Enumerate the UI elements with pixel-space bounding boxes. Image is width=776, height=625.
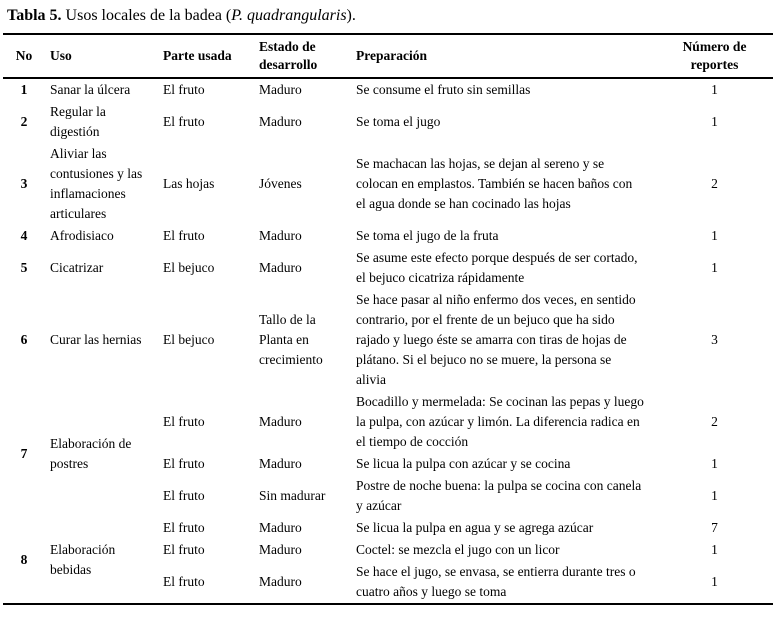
table-row xyxy=(3,391,773,453)
estado-cell: Maduro xyxy=(259,574,302,589)
row-number: 5 xyxy=(20,260,28,275)
reportes-cell: 1 xyxy=(711,574,718,589)
parte-cell: El fruto xyxy=(163,542,205,557)
reportes-cell: 2 xyxy=(711,414,718,429)
table-row xyxy=(3,225,773,247)
table-row xyxy=(3,247,773,289)
table-row xyxy=(3,289,773,391)
uso-cell: Regular la digestión xyxy=(50,104,106,139)
uso-cell: Aliviar las contusiones y las inflamaciones articulares xyxy=(50,146,143,221)
reportes-cell: 1 xyxy=(711,228,718,243)
estado-cell: Maduro xyxy=(259,414,302,429)
parte-cell: El fruto xyxy=(163,228,205,243)
reportes-cell: 1 xyxy=(711,260,718,275)
parte-cell: El fruto xyxy=(163,574,205,589)
preparacion-cell: Postre de noche buena: la pulpa se cocina con canela y azúcar xyxy=(356,478,642,513)
preparacion-cell: Coctel: se mezcla el jugo con un licor xyxy=(356,542,560,557)
header-row xyxy=(3,34,773,78)
uso-cell: Sanar la úlcera xyxy=(50,82,131,97)
table-row xyxy=(3,101,773,143)
parte-cell: El fruto xyxy=(163,488,205,503)
parte-cell: El fruto xyxy=(163,520,205,535)
estado-cell: Maduro xyxy=(259,260,302,275)
estado-cell: Maduro xyxy=(259,114,302,129)
reportes-cell: 3 xyxy=(711,332,718,347)
parte-cell: El fruto xyxy=(163,456,205,471)
preparacion-cell: Se asume este efecto porque después de ser cortado, el bejuco cicatriza rápidamente xyxy=(356,250,638,285)
row-number: 2 xyxy=(20,114,28,129)
table-row xyxy=(3,143,773,225)
row-number: 6 xyxy=(20,332,28,347)
estado-cell: Tallo de la Planta en crecimiento xyxy=(259,312,323,367)
caption-species-name: P. quadrangularis xyxy=(231,7,347,24)
preparacion-cell: Se consume el fruto sin semillas xyxy=(356,82,531,97)
reportes-cell: 1 xyxy=(711,82,718,97)
header-uso: Uso xyxy=(50,48,72,63)
header-numero-reportes: Número de reportes xyxy=(682,39,747,72)
preparacion-cell: Se licua la pulpa en agua y se agrega azúcar xyxy=(356,520,594,535)
estado-cell: Maduro xyxy=(259,456,302,471)
uso-cell: Curar las hernias xyxy=(50,332,142,347)
preparacion-cell: Se hace pasar al niño enfermo dos veces, en sentido contrario, por el frente de un bejuco que ha sido rajado y luego éste se amarra con tiras de hojas de plátano. Si el bejuco no se muere, la persona se alivia xyxy=(356,292,636,387)
row-number: 7 xyxy=(20,446,28,461)
parte-cell: El bejuco xyxy=(163,332,215,347)
reportes-cell: 1 xyxy=(711,456,718,471)
parte-cell: Las hojas xyxy=(163,176,215,191)
header-estado-desarrollo: Estado de desarrollo xyxy=(259,39,318,72)
row-number: 3 xyxy=(20,176,28,191)
preparacion-cell: Se licua la pulpa con azúcar y se cocina xyxy=(356,456,571,471)
preparacion-cell: Bocadillo y mermelada: Se cocinan las pepas y luego la pulpa, con azúcar y limón. La diferencia radica en el tiempo de cocción xyxy=(356,394,644,449)
preparacion-cell: Se machacan las hojas, se dejan al sereno y se colocan en emplastos. También se hacen baños con el agua donde se han cocinado las hojas xyxy=(356,156,633,211)
row-number: 8 xyxy=(20,552,28,567)
estado-cell: Jóvenes xyxy=(259,176,302,191)
uso-cell: Elaboración bebidas xyxy=(50,542,116,577)
uso-cell: Afrodisiaco xyxy=(50,228,114,243)
estado-cell: Maduro xyxy=(259,82,302,97)
caption-text-end: ). xyxy=(346,7,356,24)
estado-cell: Maduro xyxy=(259,520,302,535)
table-row xyxy=(3,78,773,101)
parte-cell: El bejuco xyxy=(163,260,215,275)
preparacion-cell: Se toma el jugo de la fruta xyxy=(356,228,499,243)
preparacion-cell: Se hace el jugo, se envasa, se entierra durante tres o cuatro años y luego se toma xyxy=(356,564,636,599)
reportes-cell: 1 xyxy=(711,542,718,557)
uso-cell: Cicatrizar xyxy=(50,260,104,275)
reportes-cell: 7 xyxy=(711,520,718,535)
table-row xyxy=(3,517,773,539)
reportes-cell: 1 xyxy=(711,488,718,503)
parte-cell: El fruto xyxy=(163,114,205,129)
header-no: No xyxy=(15,48,33,63)
header-preparacion: Preparación xyxy=(356,48,427,63)
estado-cell: Sin madurar xyxy=(259,488,326,503)
estado-cell: Maduro xyxy=(259,228,302,243)
reportes-cell: 2 xyxy=(711,176,718,191)
uso-cell: Elaboración de postres xyxy=(50,436,132,471)
caption-text: Usos locales de la badea ( xyxy=(61,7,232,24)
reportes-cell: 1 xyxy=(711,114,718,129)
table-caption xyxy=(3,3,773,33)
caption-label: Tabla 5. xyxy=(7,7,62,24)
parte-cell: El fruto xyxy=(163,82,205,97)
local-uses-table xyxy=(3,33,773,605)
row-number: 4 xyxy=(20,228,28,243)
row-number: 1 xyxy=(20,82,28,97)
estado-cell: Maduro xyxy=(259,542,302,557)
header-parte-usada: Parte usada xyxy=(163,48,232,63)
parte-cell: El fruto xyxy=(163,414,205,429)
preparacion-cell: Se toma el jugo xyxy=(356,114,441,129)
